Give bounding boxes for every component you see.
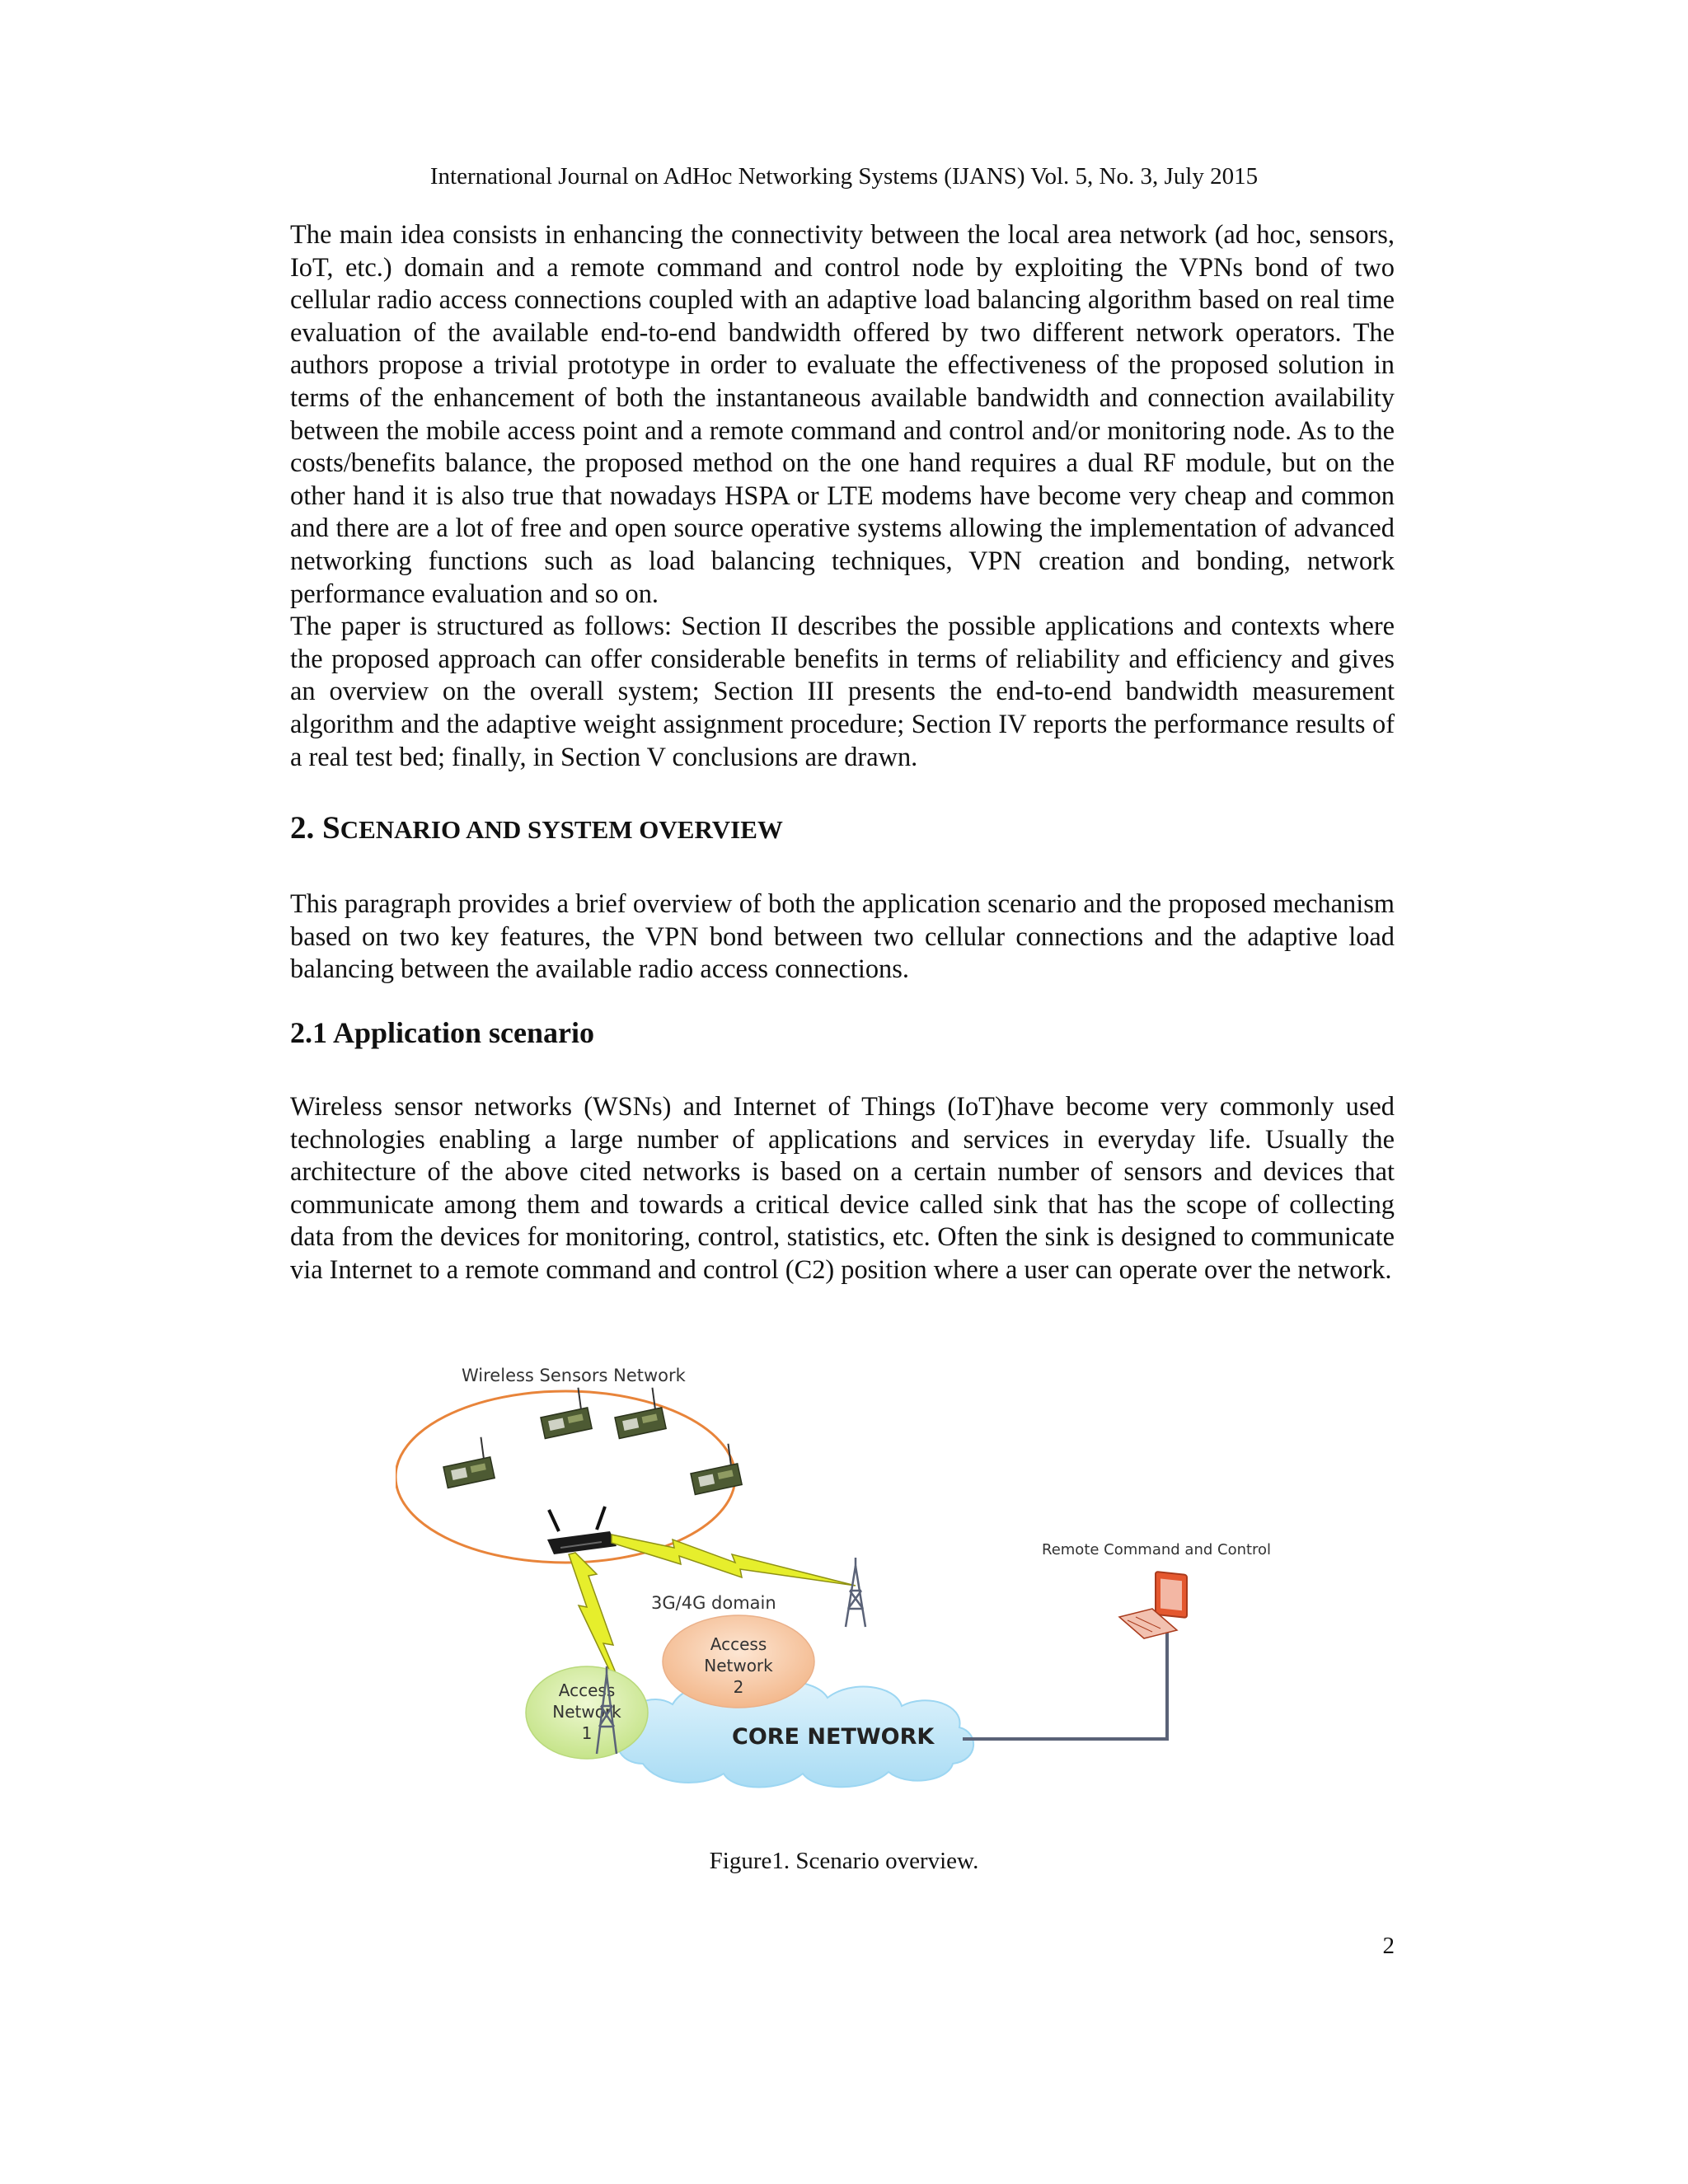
sensor-icon	[687, 1443, 743, 1495]
intro-section	[290, 219, 1395, 774]
wired-link	[963, 1630, 1167, 1739]
access-network-2-label-line2: Network	[704, 1656, 773, 1675]
section-2-initial: S	[322, 810, 340, 846]
section-2-paragraph: This paragraph provides a brief overview of both the application scenario and the proposed mechanism based on two key features, the VPN bond between two cellular connections and the adaptive load balancing between the available radio access connections.	[290, 889, 1395, 985]
core-network-label: CORE NETWORK	[732, 1724, 935, 1750]
computer-icon	[1119, 1572, 1187, 1638]
section-2-body	[290, 888, 1395, 987]
sensor-icon	[537, 1387, 593, 1439]
access-network-1-label-line2: Network	[552, 1702, 621, 1722]
running-header: International Journal on AdHoc Networking Systems (IJANS) Vol. 5, No. 3, July 2015	[429, 163, 1259, 190]
figure-caption: Figure1. Scenario overview.	[709, 1848, 979, 1874]
section-2-1-heading: 2.1 Application scenario	[290, 1016, 595, 1049]
remote-control-label: Remote Command and Control	[1042, 1541, 1272, 1558]
router-icon	[547, 1507, 617, 1554]
section-2-number: 2.	[290, 810, 315, 846]
section-2-title-rest: CENARIO AND SYSTEM OVERVIEW	[340, 815, 783, 844]
intro-paragraph-1: The main idea consists in enhancing the connectivity between the local area network (ad hoc, sensors, IoT, etc.) domain and a remote command and control node by exploiting the VPNs bond of two cellular radio access connections coupled with an adaptive load balancing algorithm based on real time evaluation of the available end-to-end bandwidth offered by two different network operators. The authors propose a trivial prototype in order to evaluate the effectiveness of the proposed solution in terms of the enhancement of both the instantaneous available bandwidth and connection availability between the mobile access point and a remote command and control and/or monitoring node. As to the costs/benefits balance, the proposed method on the one hand requires a dual RF module, but on the other hand it is also true that nowadays HSPA or LTE modems have become very cheap and common and there are a lot of free and open source operative systems allowing the implementation of advanced networking functions such as load balancing techniques, VPN creation and bonding, network performance evaluation and so on.	[290, 220, 1395, 609]
scenario-figure	[396, 1352, 1302, 1813]
access-network-2-label-line1: Access	[710, 1634, 767, 1654]
section-2-1-paragraph: Wireless sensor networks (WSNs) and Internet of Things (IoT)have become very commonly used technologies enabling a large number of applications and services in everyday life. Usually the architecture of the above cited networks is based on a certain number of sensors and devices that communicate among them and towards a critical device called sink that has the scope of collecting data from the devices for monitoring, control, statistics, etc. Often the sink is designed to communicate via Internet to a remote command and control (C2) position where a user can operate over the network.	[290, 1092, 1395, 1285]
cell-tower-2-icon	[846, 1558, 865, 1627]
domain-label: 3G/4G domain	[651, 1593, 776, 1613]
access-network-1-label-line1: Access	[558, 1680, 616, 1700]
access-network-1-label-line3: 1	[581, 1723, 593, 1743]
section-2-heading	[290, 809, 783, 846]
intro-paragraph-2: The paper is structured as follows: Section II describes the possible applications and contexts where the proposed approach can offer considerable benefits in terms of reliability and efficiency and gives an overview on the overall system; Section III presents the end-to-end bandwidth measurement algorithm and the adaptive weight assignment procedure; Section IV reports the performance results of a real test bed; finally, in Section V conclusions are drawn.	[290, 612, 1395, 772]
page-number: 2	[1382, 1933, 1395, 1959]
wsn-label: Wireless Sensors Network	[462, 1366, 686, 1385]
radio-link-to-access-2	[612, 1535, 856, 1586]
sensor-icon	[439, 1436, 495, 1488]
access-network-2-label-line3: 2	[733, 1677, 744, 1697]
section-2-1-body	[290, 1091, 1395, 1287]
scenario-diagram	[396, 1352, 1302, 1813]
